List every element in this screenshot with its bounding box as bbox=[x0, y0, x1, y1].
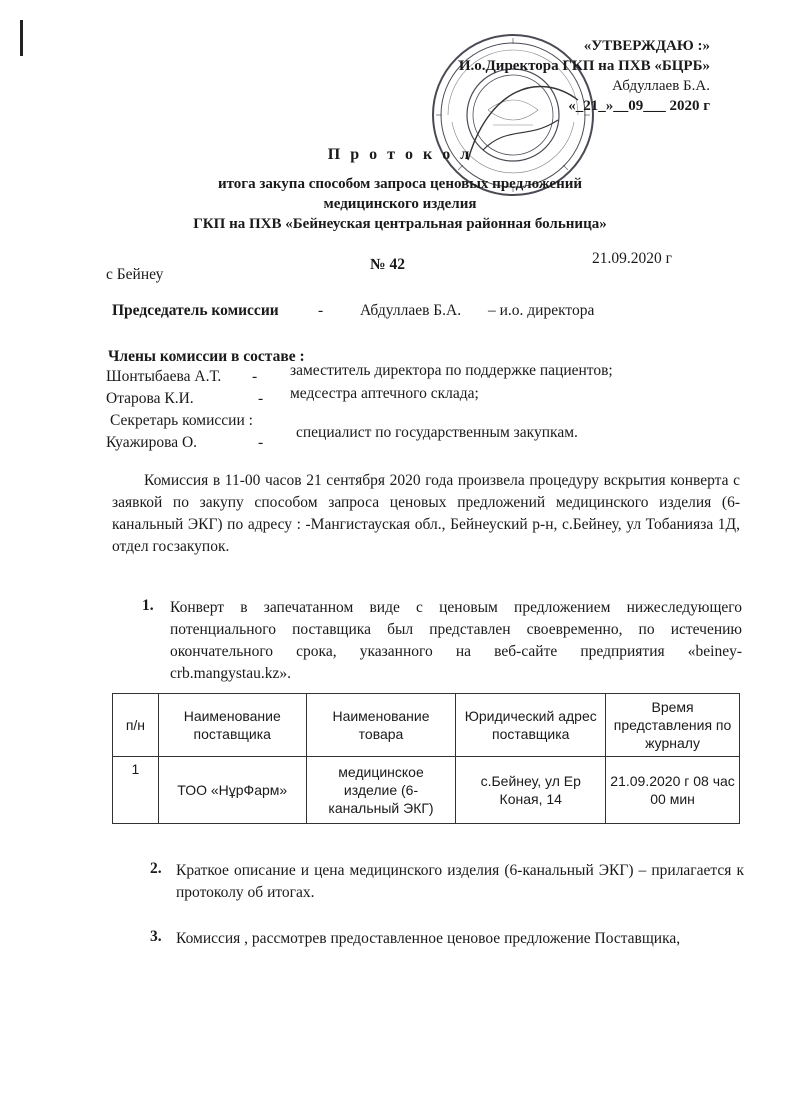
table-cell: с.Бейнеу, ул Ер Коная, 14 bbox=[456, 757, 606, 824]
approval-name: Абдуллаев Б.А. bbox=[612, 78, 710, 94]
header-cell: Наименование поставщика bbox=[158, 694, 306, 757]
member-role: заместитель директора по поддержке пациентов; bbox=[290, 362, 613, 379]
header-cell: Время представления по журналу bbox=[606, 694, 740, 757]
approval-date: «_21_»__09___ 2020 г bbox=[568, 98, 710, 114]
table-header-row bbox=[113, 694, 740, 757]
item-number: 2. bbox=[150, 860, 162, 877]
item-text: Комиссия , рассмотрев предоставленное ценовое предложение Поставщика, bbox=[176, 930, 681, 947]
item-number: 3. bbox=[150, 928, 162, 945]
item-number: 1. bbox=[142, 597, 154, 614]
approval-position: И.о.Директора ГКП на ПХВ «БЦРБ» bbox=[458, 58, 710, 74]
subtitle-line-3: ГКП на ПХВ «Бейнеуская центральная районная больница» bbox=[193, 216, 607, 232]
scan-artifact bbox=[20, 20, 23, 56]
table-row bbox=[113, 757, 740, 824]
header-cell: Юридический адрес поставщика bbox=[456, 694, 606, 757]
place: с Бейнеу bbox=[106, 266, 164, 283]
header-cell: п/н bbox=[113, 694, 159, 757]
table-cell: 21.09.2020 г 08 час 00 мин bbox=[606, 757, 740, 824]
protocol-number: № 42 bbox=[370, 256, 405, 273]
header-cell: Наименование товара bbox=[306, 694, 456, 757]
subtitle-line-2: медицинского изделия bbox=[323, 196, 477, 212]
approval-heading: «УТВЕРЖДАЮ :» bbox=[583, 38, 710, 54]
secretary-role: специалист по государственным закупкам. bbox=[296, 424, 578, 441]
member-name: Отарова К.И. bbox=[106, 390, 194, 407]
chairman-dash: - bbox=[318, 302, 324, 319]
protocol-date: 21.09.2020 г bbox=[592, 250, 672, 267]
table-cell: медицинское изделие (6-канальный ЭКГ) bbox=[306, 757, 456, 824]
intro-paragraph: Комиссия в 11-00 часов 21 сентября 2020 года произвела процедуру вскрытия конверта с заявкой по закупу способом запроса ценовых предложений медицинского изделия (6-канальный ЭКГ) по адресу : -Мангистауская обл., Бейнеуский р-н, с.Бейнеу, ул Тобанияза 1Д, отдел госзакупок. bbox=[112, 472, 740, 555]
chairman-label: Председатель комиссии bbox=[112, 302, 279, 319]
chairman-name: Абдуллаев Б.А. bbox=[360, 302, 462, 319]
secretary-label: Секретарь комиссии : bbox=[110, 412, 253, 429]
seal-stamp bbox=[428, 30, 598, 200]
table-cell: 1 bbox=[113, 757, 159, 824]
supplier-table bbox=[112, 693, 740, 824]
secretary-name: Куажирова О. bbox=[106, 434, 198, 451]
item-text: Конверт в запечатанном виде с ценовым предложением нижеследующего потенциального поставщика был представлен своевременно, по истечению окончательного срока, указанного на веб-сайте предприятия «beiney-crb.mangystau.kz». bbox=[170, 599, 742, 682]
member-dash: - bbox=[258, 390, 264, 407]
member-role: медсестра аптечного склада; bbox=[290, 385, 479, 402]
member-name: Шонтыбаева А.Т. bbox=[106, 368, 222, 385]
members-heading: Члены комиссии в составе : bbox=[108, 348, 305, 365]
document-title: П р о т о к о л bbox=[327, 146, 473, 163]
item-text: Краткое описание и цена медицинского изделия (6-канальный ЭКГ) – прилагается к протоколу об итогах. bbox=[176, 862, 744, 901]
subtitle-line-1: итога закупа способом запроса ценовых предложений bbox=[217, 176, 583, 192]
member-dash: - bbox=[252, 368, 258, 385]
table-cell: ТОО «НұрФарм» bbox=[158, 757, 306, 824]
secretary-dash: - bbox=[258, 434, 264, 451]
chairman-role: – и.о. директора bbox=[488, 302, 595, 319]
